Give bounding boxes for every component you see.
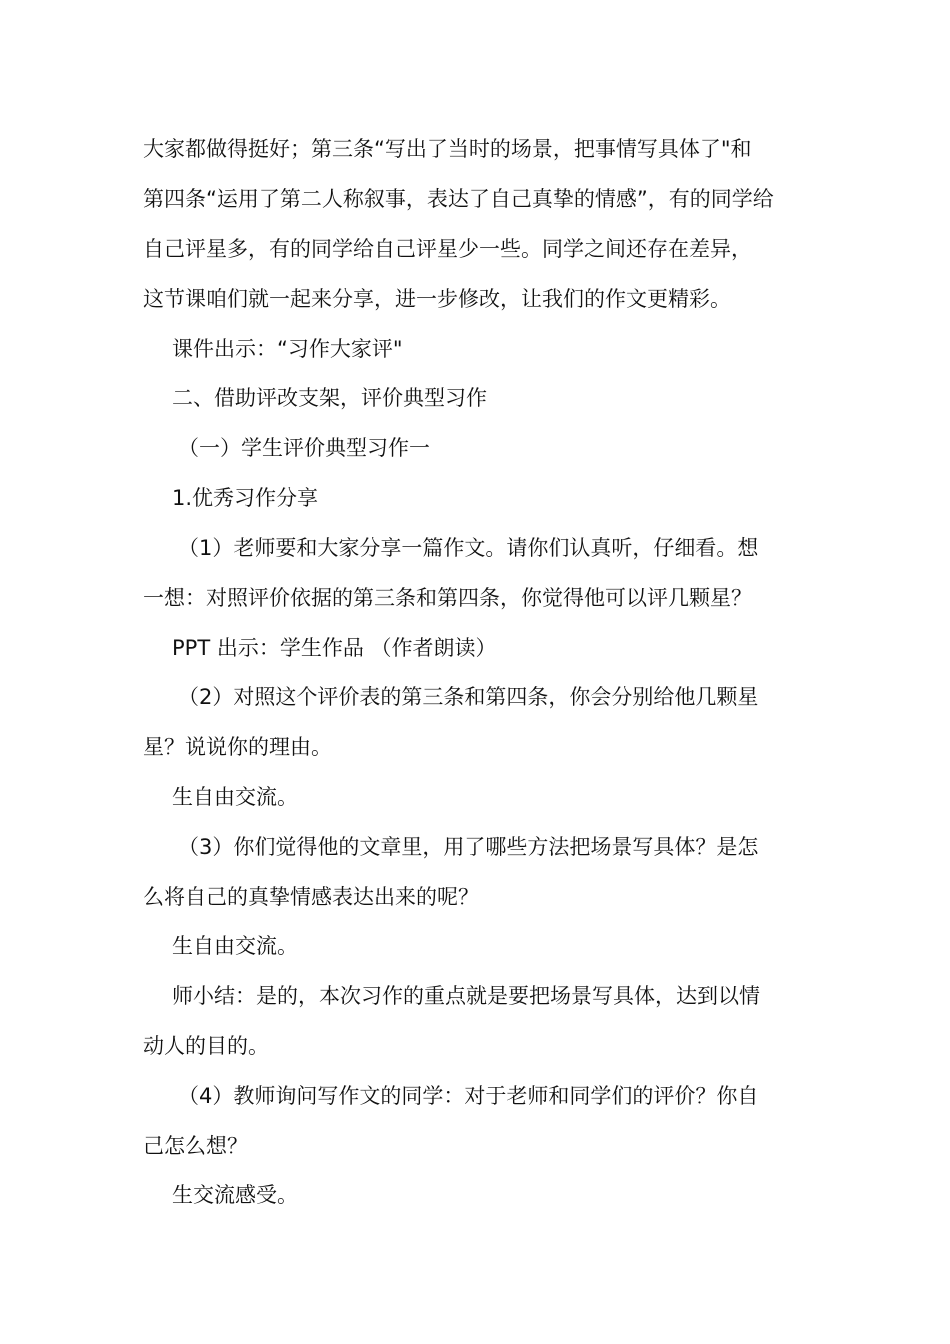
text-line: 自己评星多，有的同学给自己评星少一些。同学之间还存在差异， <box>143 237 752 261</box>
section-heading: 二、借助评改支架，评价典型习作 <box>172 386 487 410</box>
text-line: （3）你们觉得他的文章里，用了哪些方法把场景写具体？是怎 <box>178 835 759 859</box>
text-line: 动人的目的。 <box>143 1034 269 1058</box>
text-line: 生交流感受。 <box>172 1183 298 1207</box>
text-line: 大家都做得挺好；第三条“写出了当时的场景，把事情写具体了"和 <box>143 137 752 161</box>
text-line: 生自由交流。 <box>172 934 298 958</box>
courseware-display-line: 课件出示：“习作大家评" <box>172 337 403 361</box>
text-line: 星？说说你的理由。 <box>143 735 332 759</box>
text-line: 第四条“运用了第二人称叙事，表达了自己真挚的情感”，有的同学给 <box>143 187 774 211</box>
text-line: 己怎么想？ <box>143 1134 248 1158</box>
text-line: （2）对照这个评价表的第三条和第四条，你会分别给他几颗星 <box>178 685 759 709</box>
text-line: 么将自己的真挚情感表达出来的呢？ <box>143 885 479 909</box>
text-line: 生自由交流。 <box>172 785 298 809</box>
text-line: 这节课咱们就一起来分享，进一步修改，让我们的作文更精彩。 <box>143 287 731 311</box>
text-line: （1）老师要和大家分享一篇作文。请你们认真听，仔细看。想 <box>178 536 759 560</box>
subsection-heading: （一）学生评价典型习作一 <box>178 436 430 460</box>
text-line: （4）教师询问写作文的同学：对于老师和同学们的评价？你自 <box>178 1084 759 1108</box>
item-heading: 1.优秀习作分享 <box>172 486 319 510</box>
text-line: 师小结：是的，本次习作的重点就是要把场景写具体，达到以情 <box>172 984 760 1008</box>
text-line: 一想：对照评价依据的第三条和第四条，你觉得他可以评几颗星？ <box>143 586 752 610</box>
ppt-display-line: PPT 出示：学生作品 （作者朗读） <box>172 636 497 660</box>
